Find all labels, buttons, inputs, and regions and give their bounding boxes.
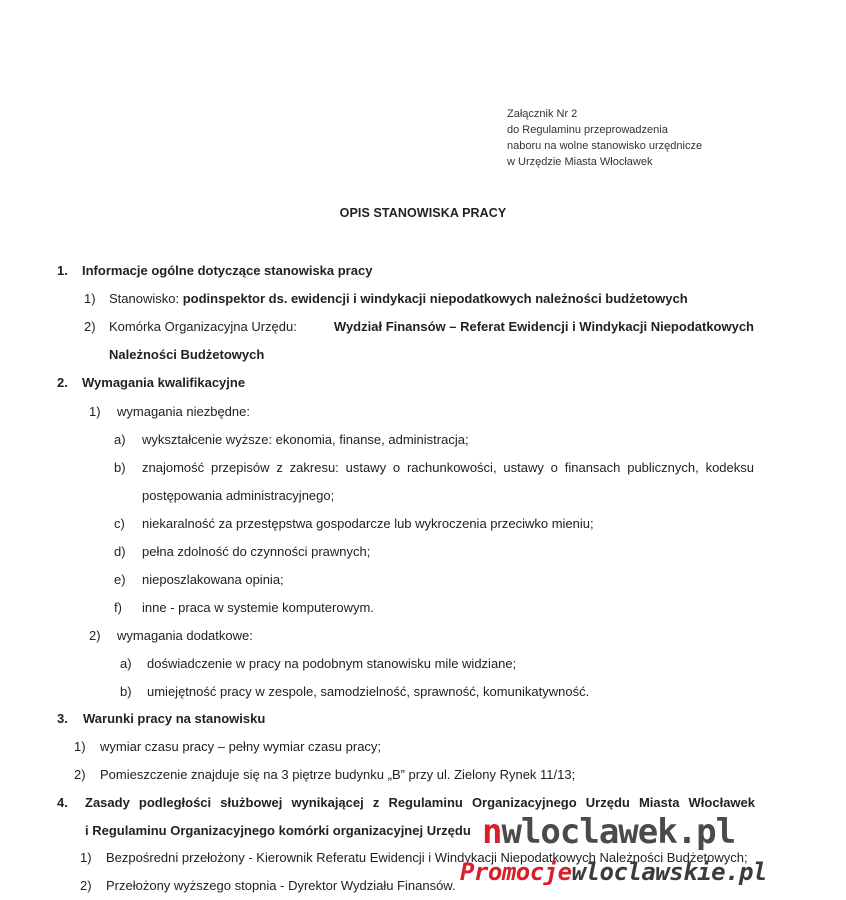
item-line (109, 318, 754, 336)
item-text: pełna zdolność do czynności prawnych; (142, 544, 371, 559)
item-text: doświadczenie w pracy na podobnym stanowisku mile widziane; (147, 656, 517, 671)
section-number: 2. (57, 375, 68, 390)
section-title: Zasady podległości służbowej wynikającej z Regulaminu Organizacyjnego Urzędu Miasta Włocławek (85, 795, 755, 810)
item-number: 2) (74, 767, 86, 782)
item-text: Przełożony wyższego stopnia - Dyrektor Wydziału Finansów. (106, 878, 456, 893)
item-letter: c) (114, 516, 125, 531)
section-title: Warunki pracy na stanowisku (83, 711, 266, 726)
list-item (120, 655, 516, 673)
item-number: 1) (89, 404, 101, 419)
attachment-note (507, 106, 702, 170)
item-letter: d) (114, 544, 126, 559)
list-item (120, 683, 589, 701)
list-item (114, 459, 142, 477)
list-item (74, 738, 381, 756)
list-item (114, 431, 469, 449)
item-label: wymagania dodatkowe: (117, 628, 253, 643)
item-number: 2) (80, 878, 92, 893)
list-item (114, 543, 370, 561)
item-label: Stanowisko: (109, 291, 183, 306)
item-label: Komórka Organizacyjna Urzędu: (109, 319, 297, 334)
section-title: Informacje ogólne dotyczące stanowiska pracy (82, 263, 373, 278)
item-text: inne - praca w systemie komputerowym. (142, 600, 374, 615)
list-item (80, 877, 456, 895)
item-label: wymagania niezbędne: (117, 404, 250, 419)
list-item (114, 515, 594, 533)
list-item (74, 766, 575, 784)
section-3-heading (57, 710, 265, 728)
list-item (84, 318, 109, 336)
item-number: 2) (89, 628, 101, 643)
list-item (114, 571, 284, 589)
item-letter: a) (120, 656, 132, 671)
item-value: Wydział Finansów – Referat Ewidencji i Windykacji Niepodatkowych (333, 319, 754, 334)
item-text-continued: postępowania administracyjnego; (142, 488, 335, 503)
item-letter: a) (114, 432, 126, 447)
section-number: 3. (57, 711, 68, 726)
site-watermark-secondary: Promocjewloclawskie.pl (460, 858, 767, 886)
item-text: nieposzlakowana opinia; (142, 572, 284, 587)
section-4-heading (57, 794, 85, 812)
section-title-continued: i Regulaminu Organizacyjnego komórki organizacyjnej Urzędu (85, 823, 471, 838)
item-text: znajomość przepisów z zakresu: ustawy o rachunkowości, ustawy o finansach publicznych, kodeksu (142, 460, 754, 475)
item-number: 1) (84, 291, 96, 306)
item-letter: b) (114, 460, 126, 475)
list-item (84, 290, 688, 308)
document-title: OPIS STANOWISKA PRACY (339, 206, 507, 220)
item-number: 1) (80, 850, 92, 865)
attachment-line: do Regulaminu przeprowadzenia (507, 124, 668, 136)
item-value-continued: Należności Budżetowych (109, 347, 265, 362)
section-number: 4. (57, 795, 68, 810)
item-text: umiejętność pracy w zespole, samodzielność, sprawność, komunikatywność. (147, 684, 590, 699)
subsection-heading (89, 403, 250, 421)
item-letter: b) (120, 684, 132, 699)
section-number: 1. (57, 263, 68, 278)
attachment-line: naboru na wolne stanowisko urzędnicze (507, 140, 703, 152)
section-title: Wymagania kwalifikacyjne (82, 375, 246, 390)
section-1-heading (57, 262, 372, 280)
item-text: niekaralność za przestępstwa gospodarcze lub wykroczenia przeciwko mieniu; (142, 516, 594, 531)
subsection-heading (89, 627, 253, 645)
section-2-heading (57, 374, 245, 392)
item-number: 2) (84, 319, 96, 334)
attachment-line: w Urzędzie Miasta Włocławek (507, 156, 653, 168)
list-item (114, 599, 374, 617)
item-text: Pomieszczenie znajduje się na 3 piętrze budynku „B” przy ul. Zielony Rynek 11/13; (100, 767, 576, 782)
item-value: podinspektor ds. ewidencji i windykacji niepodatkowych należności budżetowych (182, 291, 688, 306)
item-text: wymiar czasu pracy – pełny wymiar czasu pracy; (100, 739, 382, 754)
item-text: wykształcenie wyższe: ekonomia, finanse, administracja; (142, 432, 469, 447)
item-number: 1) (74, 739, 86, 754)
site-watermark: nwloclawek.pl (482, 812, 736, 852)
item-letter: f) (114, 600, 122, 615)
item-text: Bezpośredni przełożony - Kierownik Referatu Ewidencji i Windykacji Niepodatkowych Należności Budżetowych; (106, 850, 748, 865)
item-letter: e) (114, 572, 126, 587)
attachment-line: Załącznik Nr 2 (507, 108, 578, 120)
